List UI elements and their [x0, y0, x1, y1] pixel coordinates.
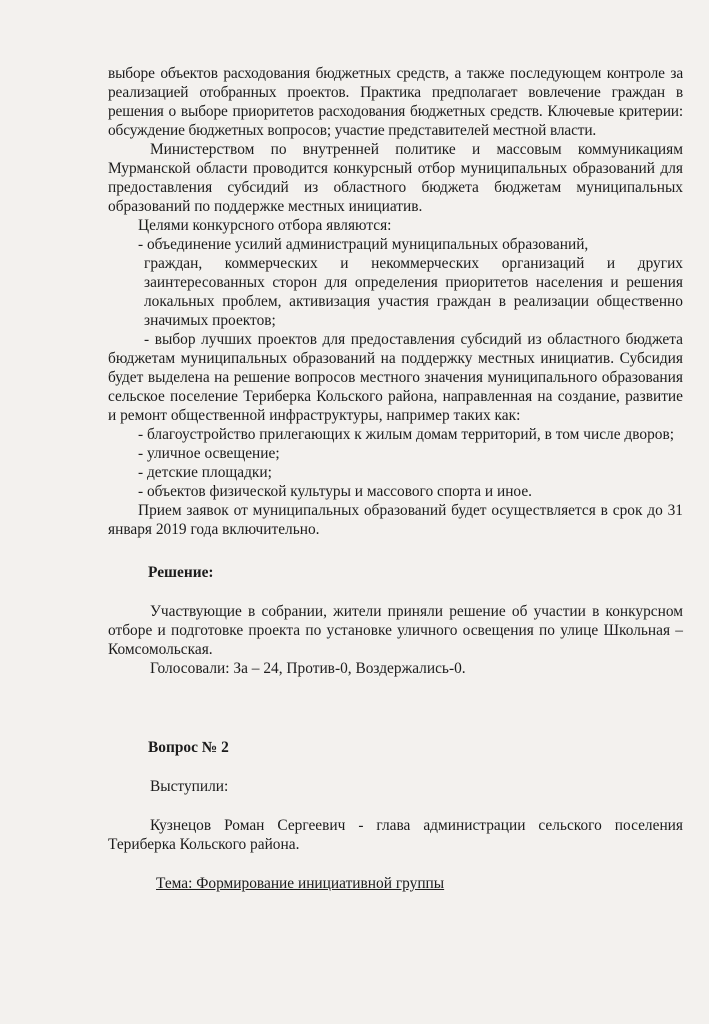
list-item-unite-efforts: - объединение усилий администраций муниципальных образований,	[138, 236, 589, 253]
list-item-unite-efforts-cont: граждан, коммерческих и некоммерческих организаций и других заинтересованных сторон для определения приоритетов населения и решения локальных проблем, активизация участия граждан в реализации общественно значимых проектов;	[144, 255, 683, 329]
paragraph-ministry-selection: Министерством по внутренней политике и массовым коммуникациям Мурманской области проводится конкурсный отбор муниципальных образований для предоставления субсидий из областного бюджета бюджетам муниципальных образований по поддержке местных инициатив.	[108, 141, 683, 215]
topic-title: Тема: Формирование инициативной группы	[156, 875, 445, 892]
decision-text: Участвующие в собрании, жители приняли решение об участии в конкурсном отборе и подготовке проекта по установке уличного освещения по улице Школьная – Комсомольская.	[108, 603, 683, 658]
paragraph-goals-intro: Целями конкурсного отбора являются:	[138, 217, 392, 234]
list-item-street-lighting: - уличное освещение;	[138, 445, 280, 462]
list-item-playgrounds: - детские площадки;	[138, 464, 272, 481]
paragraph-budget-practice: выборе объектов расходования бюджетных средств, а также последующем контроле за реализацией отобранных проектов. Практика предполагает вовлечение граждан в решения о выборе приоритетов расходования бюджетных средств. Ключевые критерии: обсуждение бюджетных вопросов; участие представителей местной власти.	[108, 65, 683, 139]
list-item-best-projects: - выбор лучших проектов для предоставления субсидий из областного бюджета бюджетам муниципальных образований на поддержку местных инициатив. Субсидия будет выделена на решение вопросов местного значения муниципального образования сельское поселение Териберка Кольского района, направленная на создание, развитие и ремонт общественной инфраструктуры, например таких как:	[108, 331, 683, 424]
paragraph-application-deadline: Прием заявок от муниципальных образований будет осуществляется в срок до 31 января 2019 года включительно.	[108, 502, 683, 538]
list-item-sports-objects: - объектов физической культуры и массового спорта и иное.	[138, 483, 532, 500]
vote-result: Голосовали: За – 24, Против-0, Воздержались-0.	[150, 660, 466, 677]
decision-heading: Решение:	[148, 564, 214, 581]
speaker-info: Кузнецов Роман Сергеевич - глава администрации сельского поселения Териберка Кольского района.	[108, 817, 683, 853]
list-item-landscaping: - благоустройство прилегающих к жилым домам территорий, в том числе дворов;	[138, 426, 675, 443]
speakers-label: Выступили:	[150, 778, 229, 795]
question-2-heading: Вопрос № 2	[148, 739, 229, 756]
